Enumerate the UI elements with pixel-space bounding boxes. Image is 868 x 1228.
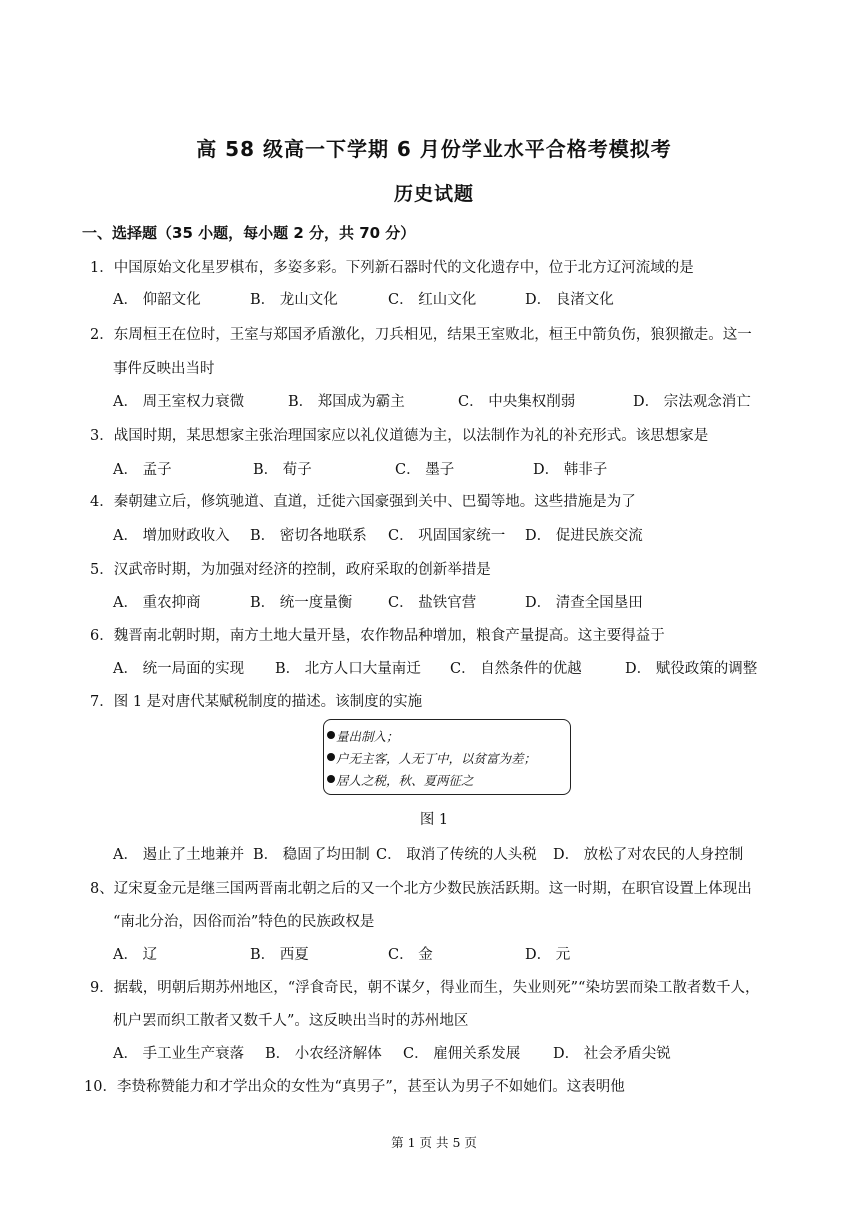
option-c: C． 巩固国家统一 [388,528,506,544]
figure-item: 户无主客，人无丁中，以贫富为差； [336,749,536,767]
question-3-stem: 3．战国时期，某思想家主张治理国家应以礼仪道德为主，以法制作为礼的补充形式。该思想家是 [90,428,709,444]
option-b: B． 北方人口大量南迁 [275,661,421,677]
option-b: B． 龙山文化 [250,292,338,308]
option-a: A． 周王室权力衰微 [113,394,245,410]
question-5-stem: 5．汉武帝时期，为加强对经济的控制，政府采取的创新举措是 [90,562,491,578]
option-a: A． 仰韶文化 [113,292,201,308]
question-9-stem-cont: 机户罢而织工散者又数千人”。这反映出当时的苏州地区 [113,1013,469,1029]
option-b: B． 小农经济解体 [265,1046,382,1062]
option-c: C． 雇佣关系发展 [403,1046,521,1062]
option-c: C． 墨子 [395,462,455,478]
option-d: D． 宗法观念消亡 [633,394,751,410]
question-2-stem-cont: 事件反映出当时 [113,361,215,377]
option-d: D． 良渚文化 [525,292,614,308]
option-d: D． 社会矛盾尖锐 [553,1046,671,1062]
question-1-stem: 1．中国原始文化星罗棋布，多姿多彩。下列新石器时代的文化遗存中，位于北方辽河流域的是 [90,260,694,276]
option-d: D． 韩非子 [533,462,608,478]
option-a: A． 遏止了土地兼并 [113,847,245,863]
exam-subtitle: 历史试题 [393,183,474,205]
question-6-stem: 6．魏晋南北朝时期，南方土地大量开垦，农作物品种增加，粮食产量提高。这主要得益于 [90,628,665,644]
option-d: D． 元 [525,947,571,963]
option-a: A． 统一局面的实现 [113,661,245,677]
question-8-stem: 8、辽宋夏金元是继三国两晋南北朝之后的又一个北方少数民族活跃期。这一时期，在职官设置上体现出 [90,881,752,897]
question-8-stem-cont: “南北分治，因俗而治”特色的民族政权是 [113,914,375,930]
question-2-stem: 2．东周桓王在位时，王室与郑国矛盾激化，刀兵相见，结果王室败北，桓王中箭负伤，狼狈撤走。这一 [90,327,752,343]
option-c: C． 盐铁官营 [388,595,477,611]
option-b: B． 荀子 [253,462,312,478]
option-d: D． 放松了对农民的人身控制 [553,847,744,863]
option-c: C． 中央集权削弱 [458,394,576,410]
option-b: B． 稳固了均田制 [253,847,370,863]
option-b: B． 密切各地联系 [250,528,367,544]
option-c: C． 红山文化 [388,292,477,308]
figure-item: 居人之税，秋、夏两征之 [336,771,474,789]
option-c: C． 金 [388,947,433,963]
figure-item: 量出制入； [336,727,399,745]
option-d: D． 赋役政策的调整 [625,661,758,677]
exam-title: 高 58 级高一下学期 6 月份学业水平合格考模拟考 [196,137,672,161]
option-a: A． 孟子 [113,462,172,478]
option-a: A． 增加财政收入 [113,528,230,544]
bullet-icon [327,753,335,761]
question-10-stem: 10．李贽称赞能力和才学出众的女性为“真男子”，甚至认为男子不如她们。这表明他 [84,1079,625,1095]
option-b: B． 统一度量衡 [250,595,353,611]
option-b: B． 郑国成为霸主 [288,394,405,410]
option-d: D． 清查全国垦田 [525,595,643,611]
bullet-icon [327,731,335,739]
option-d: D． 促进民族交流 [525,528,643,544]
figure-1-box [323,719,571,795]
section-heading: 一、选择题（35 小题，每小题 2 分，共 70 分） [82,224,416,242]
option-a: A． 辽 [113,947,158,963]
question-7-stem: 7．图 1 是对唐代某赋税制度的描述。该制度的实施 [90,694,423,710]
option-b: B． 西夏 [250,947,309,963]
option-c: C． 自然条件的优越 [450,661,582,677]
question-9-stem: 9．据载，明朝后期苏州地区，“浮食奇民，朝不谋夕，得业而生，失业则死”“染坊罢而染工散者数千人， [90,980,760,996]
page-footer: 第 1 页 共 5 页 [391,1135,477,1150]
option-a: A． 手工业生产衰落 [113,1046,245,1062]
option-a: A． 重农抑商 [113,595,201,611]
figure-caption: 图 1 [419,812,449,828]
option-c: C． 取消了传统的人头税 [376,847,537,863]
question-4-stem: 4．秦朝建立后，修筑驰道、直道，迁徙六国豪强到关中、巴蜀等地。这些措施是为了 [90,494,636,510]
bullet-icon [327,775,335,783]
